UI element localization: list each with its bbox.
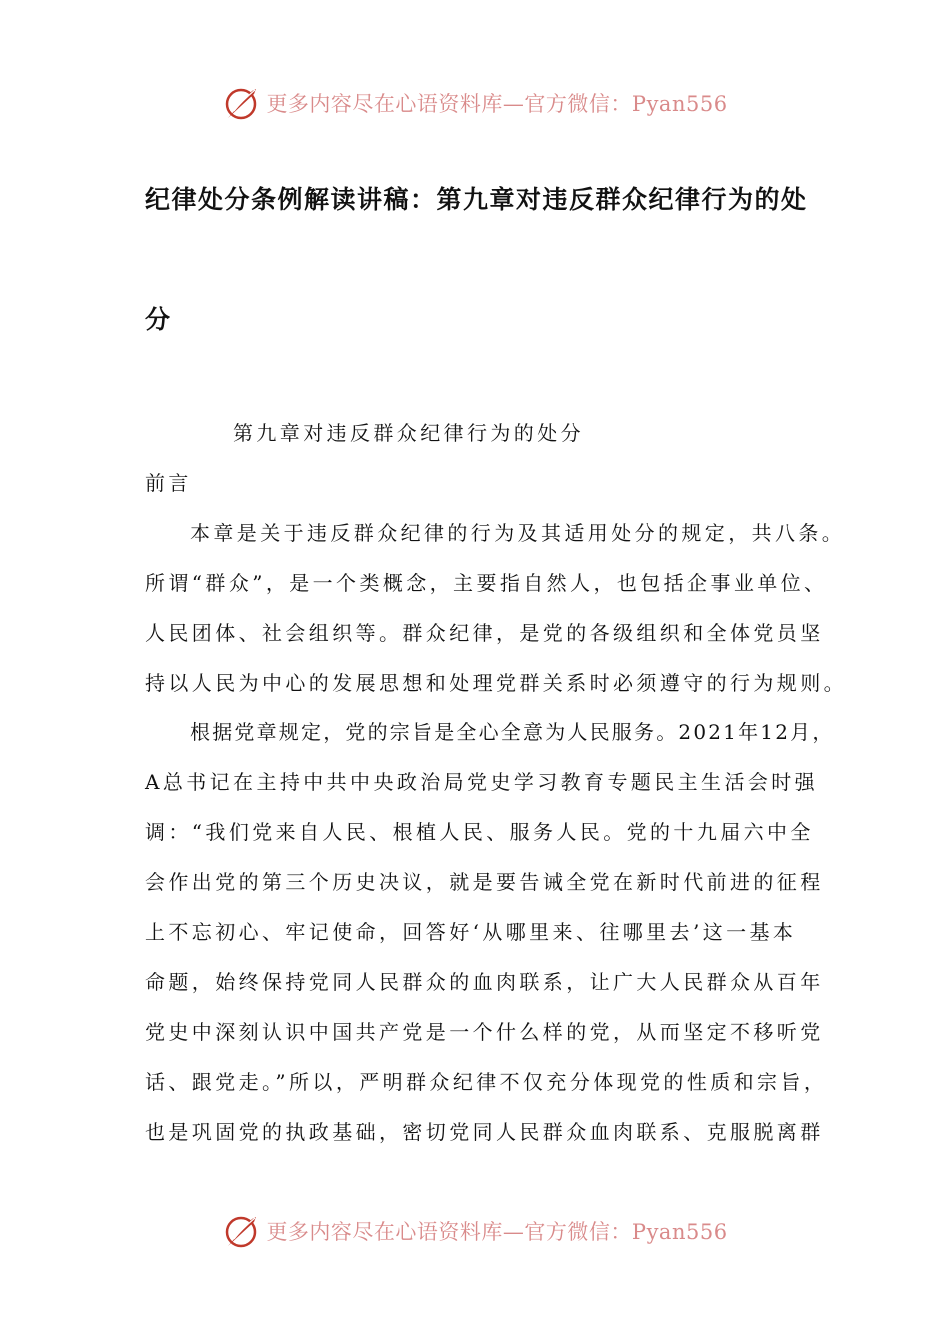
paragraph-line: 所谓“群众”，是一个类概念，主要指自然人，也包括企事业单位、 (145, 571, 828, 595)
paragraph-line: 命题，始终保持党同人民群众的血肉联系，让广大人民群众从百年 (145, 970, 824, 994)
paragraph-line: 也是巩固党的执政基础，密切党同人民群众血肉联系、克服脱离群 (145, 1120, 824, 1144)
paragraph-line: 党史中深刻认识中国共产党是一个什么样的党，从而坚定不移听党 (145, 1020, 824, 1044)
paragraph-line: 根据党章规定，党的宗旨是全心全意为人民服务。2021年12月， (190, 720, 835, 744)
paragraph-line: 调：“我们党来自人民、根植人民、服务人民。党的十九届六中全 (145, 820, 814, 844)
banner-text: 更多内容尽在心语资料库—官方微信：Pyan556 (266, 92, 728, 116)
paragraph-line: 持以人民为中心的发展思想和处理党群关系时必须遵守的行为规则。 (145, 671, 847, 695)
paragraph-line: 本章是关于违反群众纪律的行为及其适用处分的规定，共八条。 (190, 521, 846, 545)
quill-logo-icon (222, 1211, 262, 1251)
paragraph-line: 上不忘初心、牢记使命，回答好‘从哪里来、往哪里去’这一基本 (145, 920, 797, 944)
paragraph-line: 人民团体、社会组织等。群众纪律，是党的各级组织和全体党员坚 (145, 621, 824, 645)
paragraph-line: 会作出党的第三个历史决议，就是要告诫全党在新时代前进的征程 (145, 870, 824, 894)
header-banner (0, 78, 950, 128)
footer-banner (0, 1206, 950, 1256)
document-title-line-2: 分 (145, 305, 172, 334)
document-title-line-1: 纪律处分条例解读讲稿：第九章对违反群众纪律行为的处 (145, 185, 808, 214)
quill-logo-icon (222, 83, 262, 123)
banner-text: 更多内容尽在心语资料库—官方微信：Pyan556 (266, 1220, 728, 1244)
paragraph-line: 前言 (145, 471, 192, 495)
paragraph-line: 话、跟党走。”所以，严明群众纪律不仅充分体现党的性质和宗旨， (145, 1070, 828, 1094)
paragraph-line: A总书记在主持中共中央政治局党史学习教育专题民主生活会时强 (145, 770, 819, 794)
chapter-subheading: 第九章对违反群众纪律行为的处分 (233, 421, 584, 445)
